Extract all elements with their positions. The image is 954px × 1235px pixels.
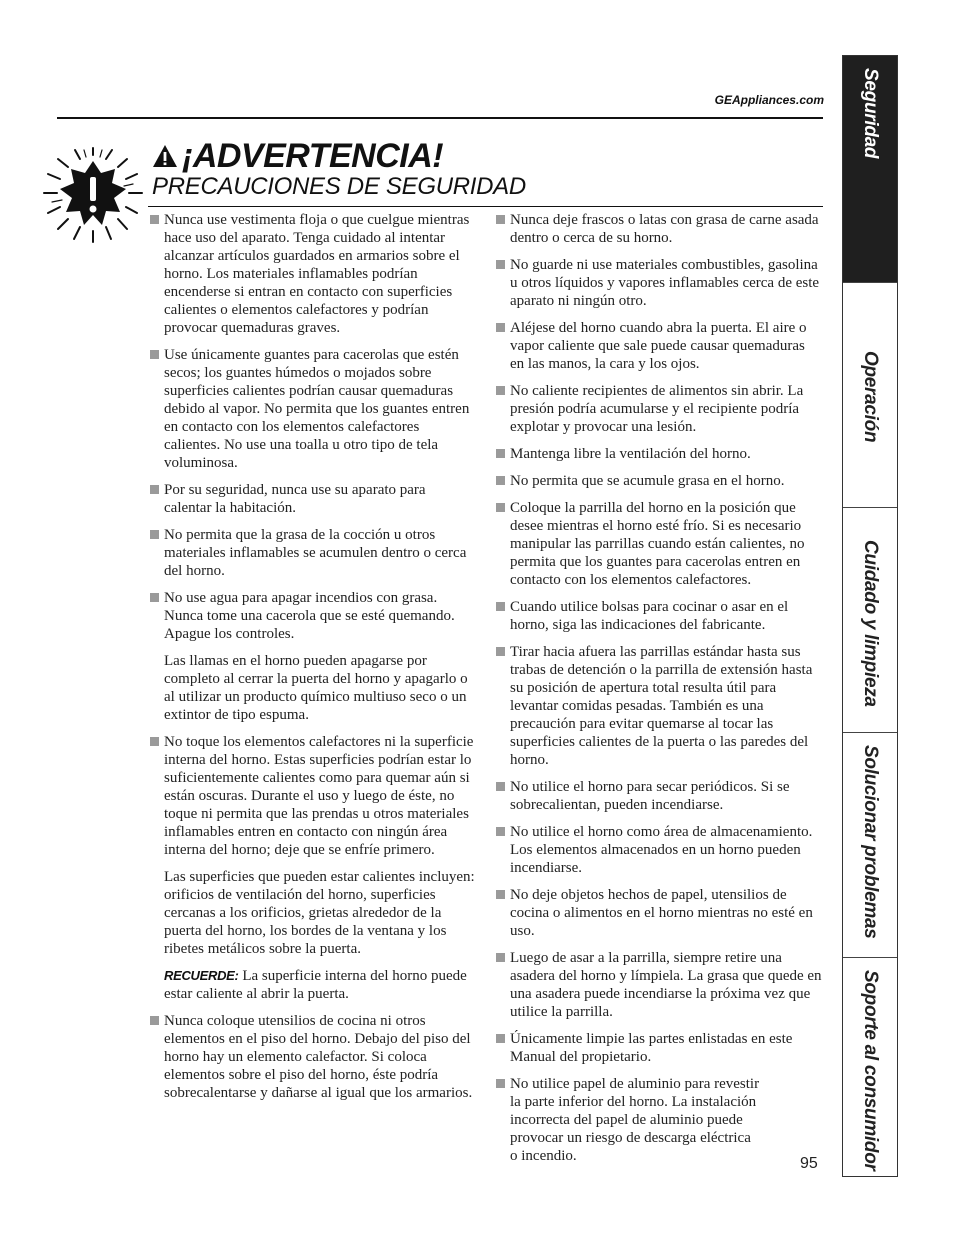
tab-label: Seguridad [860, 68, 881, 159]
list-item [496, 256, 822, 310]
page-number: 95 [800, 1155, 818, 1172]
tab-label: Operación [860, 351, 881, 443]
square-bullet-icon [496, 827, 505, 836]
item-text: No caliente recipientes de alimentos sin abrir. La presión podría acumularse y el recipiente podría explotar y provocar una lesión. [510, 383, 804, 435]
list-item [496, 1075, 822, 1165]
item-text: Únicamente limpie las partes enlistadas en este Manual del propietario. [510, 1031, 793, 1065]
square-bullet-icon [150, 350, 159, 359]
recuerde-note [150, 967, 475, 1003]
item-text: Use únicamente guantes para cacerolas que estén secos; los guantes húmedos o mojados sobre superficies calientes podrían causar quemaduras debido al vapor. No permita que los guantes entren en contacto con los elementos calefactores calientes. No use una toalla u otro tipo de tela voluminosa. [164, 347, 470, 471]
item-text: Por su seguridad, nunca use su aparato para calentar la habitación. [164, 482, 426, 516]
list-item [496, 886, 822, 940]
square-bullet-icon [496, 215, 505, 224]
item-text: Tirar hacia afuera las parrillas estándar hasta sus trabas de detención o la parrilla de extensión hasta su posición de apertura total resulta útil para levantar comidas pesadas. También es una precaución para evitar quemarse al tocar las superficies calientes de la puerta o las paredes del horno. [510, 644, 813, 768]
square-bullet-icon [150, 485, 159, 494]
list-item [150, 346, 475, 472]
item-text: Aléjese del horno cuando abra la puerta. El aire o vapor caliente que sale puede causar quemaduras en las manos, la cara y los ojos. [510, 320, 807, 372]
square-bullet-icon [496, 1034, 505, 1043]
list-item [496, 499, 822, 589]
list-item [496, 823, 822, 877]
item-text: No use agua para apagar incendios con grasa. Nunca tome una cacerola que se esté quemando. Apague los controles. [164, 590, 455, 642]
list-item [496, 382, 822, 436]
recuerde-text: La superficie interna del horno puede estar caliente al abrir la puerta. [164, 968, 467, 1002]
top-divider [57, 117, 823, 119]
right-column [496, 211, 822, 1174]
square-bullet-icon [496, 647, 505, 656]
recuerde-label: RECUERDE: [164, 968, 239, 983]
square-bullet-icon [496, 260, 505, 269]
tab-label: Solucionar problemas [860, 745, 881, 939]
item-text: No utilice papel de aluminio para revestir la parte inferior del horno. La instalación incorrecta del papel de aluminio puede provocar un riesgo de descarga eléctrica o incendio. [510, 1076, 760, 1164]
item-text: Nunca deje frascos o latas con grasa de carne asada dentro o cerca de su horno. [510, 212, 819, 246]
item-text: No utilice el horno como área de almacenamiento. Los elementos almacenados en un horno pueden incendiarse. [510, 824, 813, 876]
square-bullet-icon [496, 782, 505, 791]
item-text: Luego de asar a la parrilla, siempre retire una asadera del horno y límpiela. La grasa que quede en una asadera puede incendiarse la próxima vez que utilice la parrilla. [510, 950, 822, 1020]
tab-seguridad[interactable] [843, 56, 897, 283]
list-item [150, 481, 475, 517]
square-bullet-icon [496, 953, 505, 962]
list-item [150, 211, 475, 337]
item-text: Nunca use vestimenta floja o que cuelgue mientras hace uso del aparato. Tenga cuidado al intentar alcanzar artículos guardados en armarios sobre el horno. Los materiales inflamables podrían encenderse si entran en contacto con superficies calientes o elementos calefactores y podrían provocar quemaduras graves. [164, 212, 470, 336]
page-subtitle: PRECAUCIONES DE SEGURIDAD [152, 173, 526, 200]
tab-solucionar-problemas[interactable] [843, 733, 897, 958]
list-item [496, 643, 822, 769]
tab-operacion[interactable] [843, 283, 897, 508]
page-title [152, 136, 443, 176]
square-bullet-icon [496, 1079, 505, 1088]
item-text: No permita que la grasa de la cocción u otros materiales inflamables se acumulen dentro o cerca del horno. [164, 527, 467, 579]
title-text: ¡ADVERTENCIA! [182, 137, 444, 175]
item-text: Coloque la parrilla del horno en la posición que desee mientras el horno esté frío. Si es necesario manipular las parrillas cuando están calientes, no permita que los guantes para cacerolas entren en contacto con los elementos calefactores. [510, 500, 805, 588]
square-bullet-icon [150, 215, 159, 224]
item-text: Cuando utilice bolsas para cocinar o asar en el horno, siga las indicaciones del fabricante. [510, 599, 789, 633]
item-text: No guarde ni use materiales combustibles, gasolina u otros líquidos y vapores inflamables cerca de este aparato ni ningún otro. [510, 257, 820, 309]
tab-cuidado-y-limpieza[interactable] [843, 508, 897, 733]
square-bullet-icon [496, 323, 505, 332]
site-url: GEAppliances.com [714, 93, 824, 107]
header-divider [148, 206, 823, 207]
square-bullet-icon [150, 593, 159, 602]
item-text: No toque los elementos calefactores ni la superficie interna del horno. Estas superficies podrían estar lo suficientemente calientes como para quemar aún si están oscuras. Durante el uso y luego de éste, no toque ni permita que las prendas u otros materiales inflamables entren en contacto con ningún área interna del horno; deje que se enfríe primero. [164, 734, 474, 858]
item-text: No utilice el horno para secar periódicos. Si se sobrecalientan, pueden incendiarse. [510, 779, 790, 813]
list-item [496, 1030, 822, 1066]
tab-soporte-al-consumidor[interactable] [843, 958, 897, 1176]
list-item [150, 526, 475, 580]
list-item [496, 778, 822, 814]
list-item [496, 211, 822, 247]
square-bullet-icon [496, 476, 505, 485]
square-bullet-icon [150, 737, 159, 746]
paragraph: Las superficies que pueden estar calientes incluyen: orificios de ventilación del horno, superficies cercanas a los orificios, grietas alrededor de la puerta del horno, los bordes de la ventana y los ribetes metálicos sobre la puerta. [164, 869, 475, 957]
section-tabs [842, 55, 898, 1177]
square-bullet-icon [150, 1016, 159, 1025]
warning-triangle-icon [152, 144, 178, 168]
list-item [150, 733, 475, 859]
list-item [496, 445, 822, 463]
item-text: No deje objetos hechos de papel, utensilios de cocina o alimentos en el horno mientras no esté en uso. [510, 887, 813, 939]
square-bullet-icon [496, 890, 505, 899]
square-bullet-icon [496, 386, 505, 395]
list-item [496, 472, 822, 490]
tab-label: Soporte al consumidor [860, 970, 881, 1171]
warning-burst-icon [40, 147, 146, 243]
paragraph: Las llamas en el horno pueden apagarse por completo al cerrar la puerta del horno y apagarlo o al utilizar un producto químico multiuso seco o un extintor de tipo espuma. [164, 653, 468, 723]
list-item [496, 949, 822, 1021]
list-item [496, 319, 822, 373]
tab-label: Cuidado y limpieza [860, 540, 881, 707]
left-column [150, 211, 475, 1111]
list-item [150, 1012, 475, 1102]
item-text: Mantenga libre la ventilación del horno. [510, 446, 751, 462]
item-text: No permita que se acumule grasa en el horno. [510, 473, 785, 489]
square-bullet-icon [496, 503, 505, 512]
square-bullet-icon [496, 602, 505, 611]
list-item [150, 589, 475, 643]
list-item [496, 598, 822, 634]
item-text: Nunca coloque utensilios de cocina ni otros elementos en el piso del horno. Debajo del piso del horno hay un elemento calefactor. Si coloca elementos sobre el piso del horno, éste podría sobrecalentarse y dañarse al igual que los armarios. [164, 1013, 473, 1101]
square-bullet-icon [150, 530, 159, 539]
square-bullet-icon [496, 449, 505, 458]
